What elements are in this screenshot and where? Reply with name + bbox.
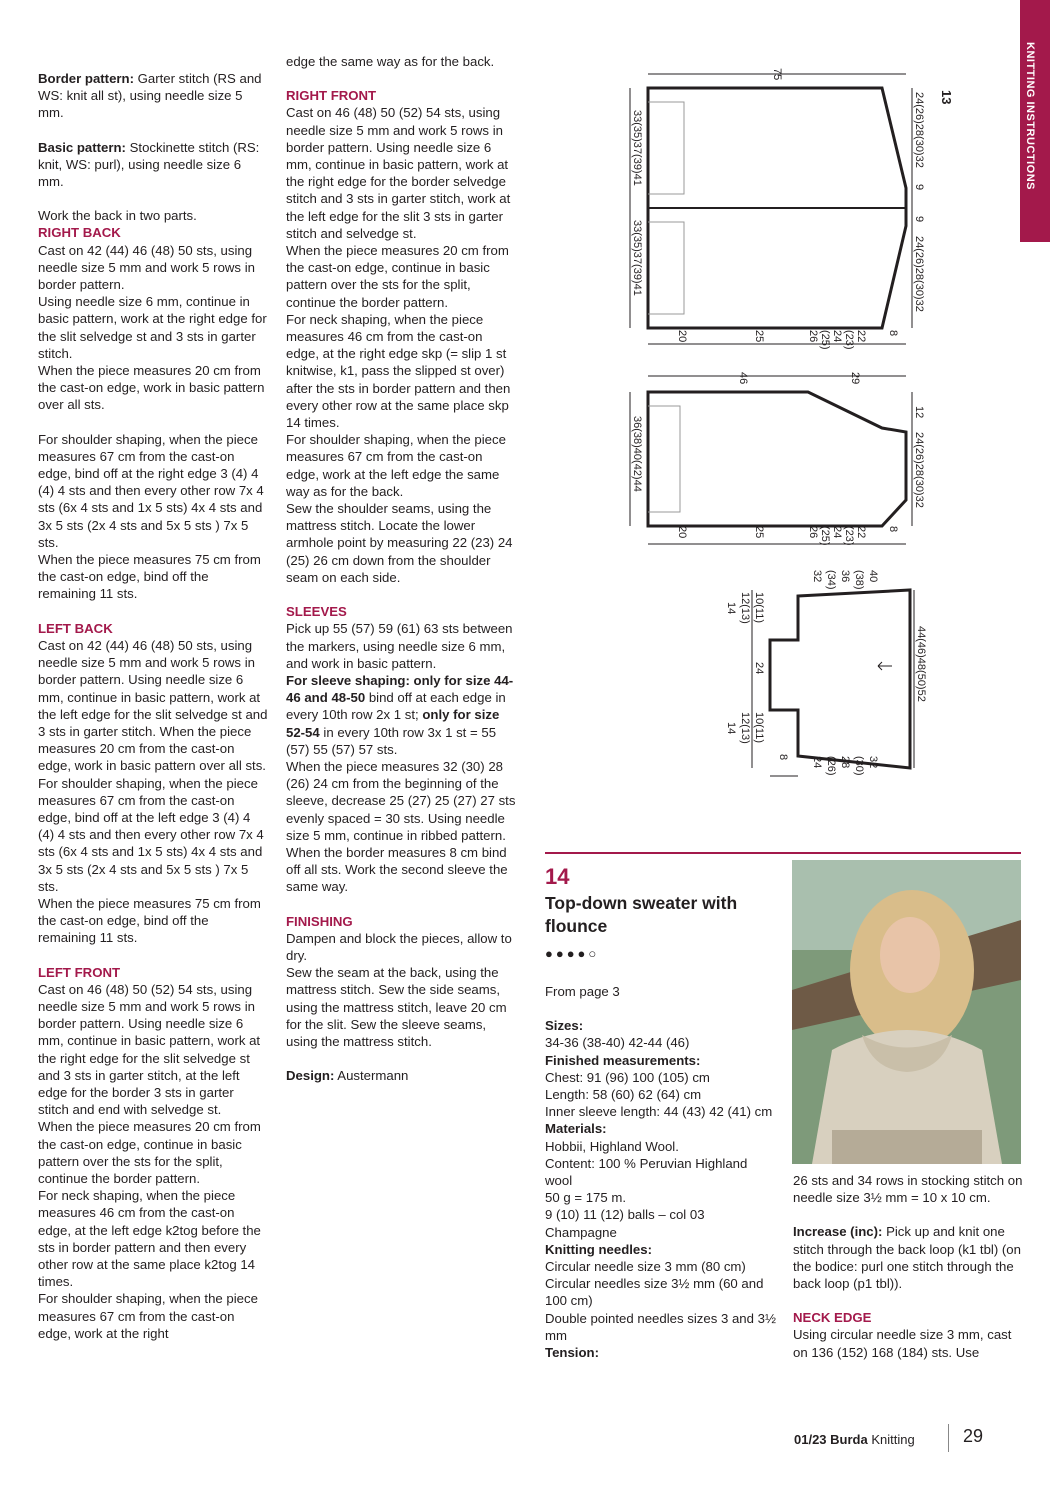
dim-label: 24 — [831, 526, 843, 539]
dim-label: 9 — [913, 216, 925, 223]
column-2 — [286, 53, 516, 1101]
paragraph: Using needle size 6 mm, continue in basic pattern, work at the right edge for the slit selvedge st and 3 sts in garter stitch. — [38, 294, 267, 361]
dim-label: 8 — [887, 330, 899, 337]
dim-label: 36(38)40(42)44 — [631, 416, 643, 492]
paragraph: Sew the shoulder seams, using the mattress stitch. Locate the lower armhole point by measuring 22 (23) 24 (25) 26 cm down from the shoulder seam on each side. — [286, 501, 513, 585]
materials-line: 50 g = 175 m. — [545, 1190, 627, 1206]
needles-line: Circular needle size 3 mm (80 cm) — [545, 1259, 746, 1275]
right-back-heading: RIGHT BACK — [38, 225, 121, 241]
paragraph: Cast on 42 (44) 46 (48) 50 sts, using needle size 5 mm and work 5 rows in border pattern. — [38, 242, 255, 293]
paragraph: Dampen and block the pieces, allow to dry. — [286, 930, 512, 963]
paragraph: For neck shaping, when the piece measures 46 cm from the cast-on edge, at the right edge skp (= slip 1 st knitwise, k1, pass the slipped st over) after the sts in border pattern and then every other row at the same place skp 14 times. — [286, 311, 511, 431]
finishing-heading: FINISHING — [286, 913, 353, 929]
footer-divider — [948, 1424, 949, 1452]
from-page: From page 3 — [545, 984, 620, 999]
dim-label: 24 — [831, 330, 843, 343]
paragraph: Cast on 46 (48) 50 (52) 54 sts, using needle size 5 mm and work 5 rows in border pattern. Using needle size 6 mm, continue in basic pattern, work at the right edge for the border selvedge stitch and 3 sts in garter stitch, work at the left edge for the slit 3 sts in garter stitch and selvedge st. — [286, 105, 511, 241]
border-pattern: Border pattern: Garter stitch (RS and WS: knit all st), using needle size 5 mm. — [38, 71, 262, 121]
dim-label: (23) — [843, 526, 855, 546]
dim-label: (38) — [853, 570, 865, 590]
paragraph: When the piece measures 32 (30) 28 (26) 24 cm from the beginning of the sleeve, decrease 25 (27) 25 (27) 27 sts evenly spaced = 30 sts. Using needle size 5 mm, continue in ribbed pattern. When the border measures 8 cm bind off all sts. Work the second sleeve the same way. — [286, 758, 516, 895]
dim-label: 22 — [855, 330, 867, 343]
front-piece — [630, 372, 925, 546]
paragraph: When the piece measures 75 cm from the cast-on edge, bind off the remaining 11 sts. — [38, 552, 261, 602]
dim-label: 20 — [676, 526, 688, 539]
paragraph: For shoulder shaping, when the piece measures 67 cm from the cast-on edge, work at the left edge the same way as for the back. — [286, 432, 506, 499]
increase-text: Increase (inc): Pick up and knit one stitch through the back loop (k1 tbl) (on the bodice: purl one stitch through the back loop (p1 tbl)). — [793, 1224, 1021, 1292]
piece-number: 13 — [939, 90, 954, 105]
back-piece — [630, 68, 954, 350]
dim-label: 33(35)37(39)41 — [631, 220, 643, 296]
neck-edge-heading: NECK EDGE — [793, 1310, 872, 1326]
paragraph: For shoulder shaping, when the piece measures 67 cm from the cast-on edge, bind off at the left edge 3 (4) 4 (4) 4 sts and then every other row 7x 4 sts (6x 4 sts and 1x 5 sts) 4x 4 sts and 3x 5 sts (2x 4 sts and 5x 5 sts ) 7x 5 sts. — [38, 775, 264, 894]
dim-label: 22 — [855, 526, 867, 539]
dim-label: 32 — [811, 570, 823, 583]
length-value: Length: 58 (60) 62 (64) cm — [545, 1087, 702, 1103]
dim-label: 24(26)28(30)32 — [913, 236, 925, 312]
paragraph: Pick up 55 (57) 59 (61) 63 sts between the markers, using needle size 6 mm, and work in basic pattern. — [286, 621, 513, 671]
tension-label: Tension: — [545, 1345, 599, 1361]
needles-line: Double pointed needles sizes 3 and 3½ mm — [545, 1310, 776, 1343]
materials-line: Content: 100 % Peruvian Highland wool — [545, 1155, 748, 1189]
dim-label: 24 — [811, 756, 823, 769]
sizes-value: 34-36 (38-40) 42-44 (46) — [545, 1035, 690, 1051]
sleeve-piece — [725, 570, 927, 776]
dim-label: 25 — [753, 526, 765, 539]
dim-label: 36 — [839, 570, 851, 583]
dim-label: 14 — [725, 722, 737, 735]
paragraph: For shoulder shaping, when the piece measures 67 cm from the cast-on edge, bind off at the right edge 3 (4) 4 (4) 4 sts and then every other row 7x 4 sts (6x 4 sts and 1x 5 sts) 4x 4 sts and 3x 5 sts (2x 4 sts and 5x 5 sts ) 7x 5 sts. — [38, 431, 264, 550]
sleeve-shaping: For sleeve shaping: only for size 44-46 and 48-50 bind off at each edge in every 10th row 2x 1 st; only for size 52-54 in every 10th row 3x 1 st = 55 (57) 55 (57) 57 sts. — [286, 672, 514, 757]
schematic-diagram — [560, 60, 960, 780]
pattern-details-2 — [793, 1172, 1025, 1361]
design-credit: Design: Austermann — [286, 1068, 409, 1084]
pattern-number: 14 — [545, 864, 570, 889]
section-rule — [545, 852, 1021, 854]
needles-label: Knitting needles: — [545, 1241, 652, 1257]
section-tab — [1020, 0, 1050, 242]
paragraph: Cast on 42 (44) 46 (48) 50 sts, using needle size 5 mm and work 5 rows in border pattern. Using needle size 6 mm, continue in basic pattern, work at the left edge for the slit selvedge st and 3 sts in garter stitch. When the piece measures 20 cm from the cast-on edge, work in basic pattern over all sts. — [38, 637, 268, 774]
dim-label: 40 — [867, 570, 879, 583]
paragraph: For neck shaping, when the piece measures 46 cm from the cast-on edge, at the left edge k2tog before the sts in border pattern and then every other row at the same place k2tog 14 times. — [38, 1188, 261, 1290]
dim-label: 28 — [839, 756, 851, 769]
dim-label: 12(13) — [739, 592, 751, 624]
footer-issue: 01/23 Burda Knitting — [794, 1432, 915, 1447]
dim-label: 8 — [777, 754, 789, 761]
dim-label: (25) — [819, 330, 831, 350]
tension-text: 26 sts and 34 rows in stocking stitch on needle size 3½ mm = 10 x 10 cm. — [793, 1173, 1023, 1206]
dim-label: 26 — [807, 526, 819, 539]
dim-label: 10(11) — [753, 712, 765, 743]
pattern-details — [545, 983, 777, 1361]
finished-label: Finished measurements: — [545, 1052, 701, 1068]
page-number: 29 — [963, 1426, 984, 1446]
dim-label: 32 — [867, 756, 879, 769]
dim-label: 26 — [807, 330, 819, 343]
dim-label: 14 — [725, 602, 737, 615]
paragraph: Sew the seam at the back, using the mattress stitch. Sew the side seams, using the mattress stitch, leave 20 cm for the slit. Sew the sleeve seams, using the mattress stitch. — [286, 965, 507, 1049]
paragraph: When the piece measures 20 cm from the cast-on edge, continue in basic pattern over the sts for the split, continue the border pattern. — [38, 1119, 261, 1186]
needles-line: Circular needles size 3½ mm (60 and 100 cm) — [545, 1276, 764, 1309]
dim-label: 29 — [849, 372, 861, 385]
dim-label: (34) — [825, 570, 837, 590]
left-front-heading: LEFT FRONT — [38, 964, 121, 980]
dim-label: (30) — [853, 756, 865, 776]
dim-label: 12(13) — [739, 712, 751, 744]
paragraph: When the piece measures 20 cm from the cast-on edge, continue in basic pattern over the sts for the split, continue the border pattern. — [286, 243, 509, 310]
dim-label: 24 — [753, 662, 765, 675]
sweater-photo — [792, 860, 1021, 1164]
sleeves-heading: SLEEVES — [286, 604, 347, 620]
paragraph: When the piece measures 75 cm from the cast-on edge, bind off the remaining 11 sts. — [38, 895, 261, 946]
dim-label: 75 — [771, 68, 783, 81]
paragraph: When the piece measures 20 cm from the cast-on edge, work in basic pattern over all sts. — [38, 363, 265, 413]
right-front-heading: RIGHT FRONT — [286, 88, 377, 104]
dim-label: 10(11) — [753, 592, 765, 623]
sizes-label: Sizes: — [545, 1018, 584, 1034]
basic-pattern: Basic pattern: Stockinette stitch (RS: knit, WS: purl), using needle size 6 mm. — [38, 139, 260, 190]
dim-label: 9 — [913, 184, 925, 191]
dim-label: 33(35)37(39)41 — [631, 110, 643, 186]
dim-label: (23) — [843, 330, 855, 350]
dim-label: 12 — [913, 406, 925, 419]
paragraph: For shoulder shaping, when the piece measures 67 cm from the cast-on edge, work at the right — [38, 1291, 258, 1341]
left-back-heading: LEFT BACK — [38, 620, 113, 636]
column-1 — [38, 70, 268, 1342]
materials-label: Materials: — [545, 1121, 607, 1137]
paragraph: Cast on 46 (48) 50 (52) 54 sts, using needle size 5 mm and work 5 rows in border pattern. Using needle size 6 mm, continue in basic pattern, work at the right edge for the slit selvedge st and 3 sts in garter stitch, at the left edge for the border 3 sts in garter stitch and end with selvedge st. — [38, 981, 261, 1118]
neck-edge-text: Using circular needle size 3 mm, cast on 136 (152) 168 (184) sts. Use — [793, 1327, 1012, 1360]
section-tab-label: KNITTING INSTRUCTIONS — [1024, 42, 1036, 190]
dim-label: (26) — [825, 756, 837, 776]
dim-label: 46 — [737, 372, 749, 385]
difficulty-rating: ●●●●○ — [545, 946, 600, 961]
dim-label: 44(46)48(50)52 — [915, 626, 927, 702]
dim-label: 25 — [753, 330, 765, 343]
materials-line: 9 (10) 11 (12) balls – col 03 Champagne — [545, 1207, 705, 1240]
dim-label: 24(26)28(30)32 — [913, 92, 925, 168]
dim-label: (25) — [819, 526, 831, 546]
intro-text: Work the back in two parts. — [38, 208, 197, 224]
materials-line: Hobbii, Highland Wool. — [545, 1138, 679, 1154]
chest-value: Chest: 91 (96) 100 (105) cm — [545, 1069, 710, 1085]
dim-label: 8 — [887, 526, 899, 533]
dim-label: 24(26)28(30)32 — [913, 432, 925, 508]
sleeve-length-value: Inner sleeve length: 44 (43) 42 (41) cm — [545, 1104, 773, 1120]
pattern-title: Top-down sweater with flounce — [545, 893, 738, 936]
dim-label: 20 — [676, 330, 688, 343]
paragraph: edge the same way as for the back. — [286, 54, 495, 69]
